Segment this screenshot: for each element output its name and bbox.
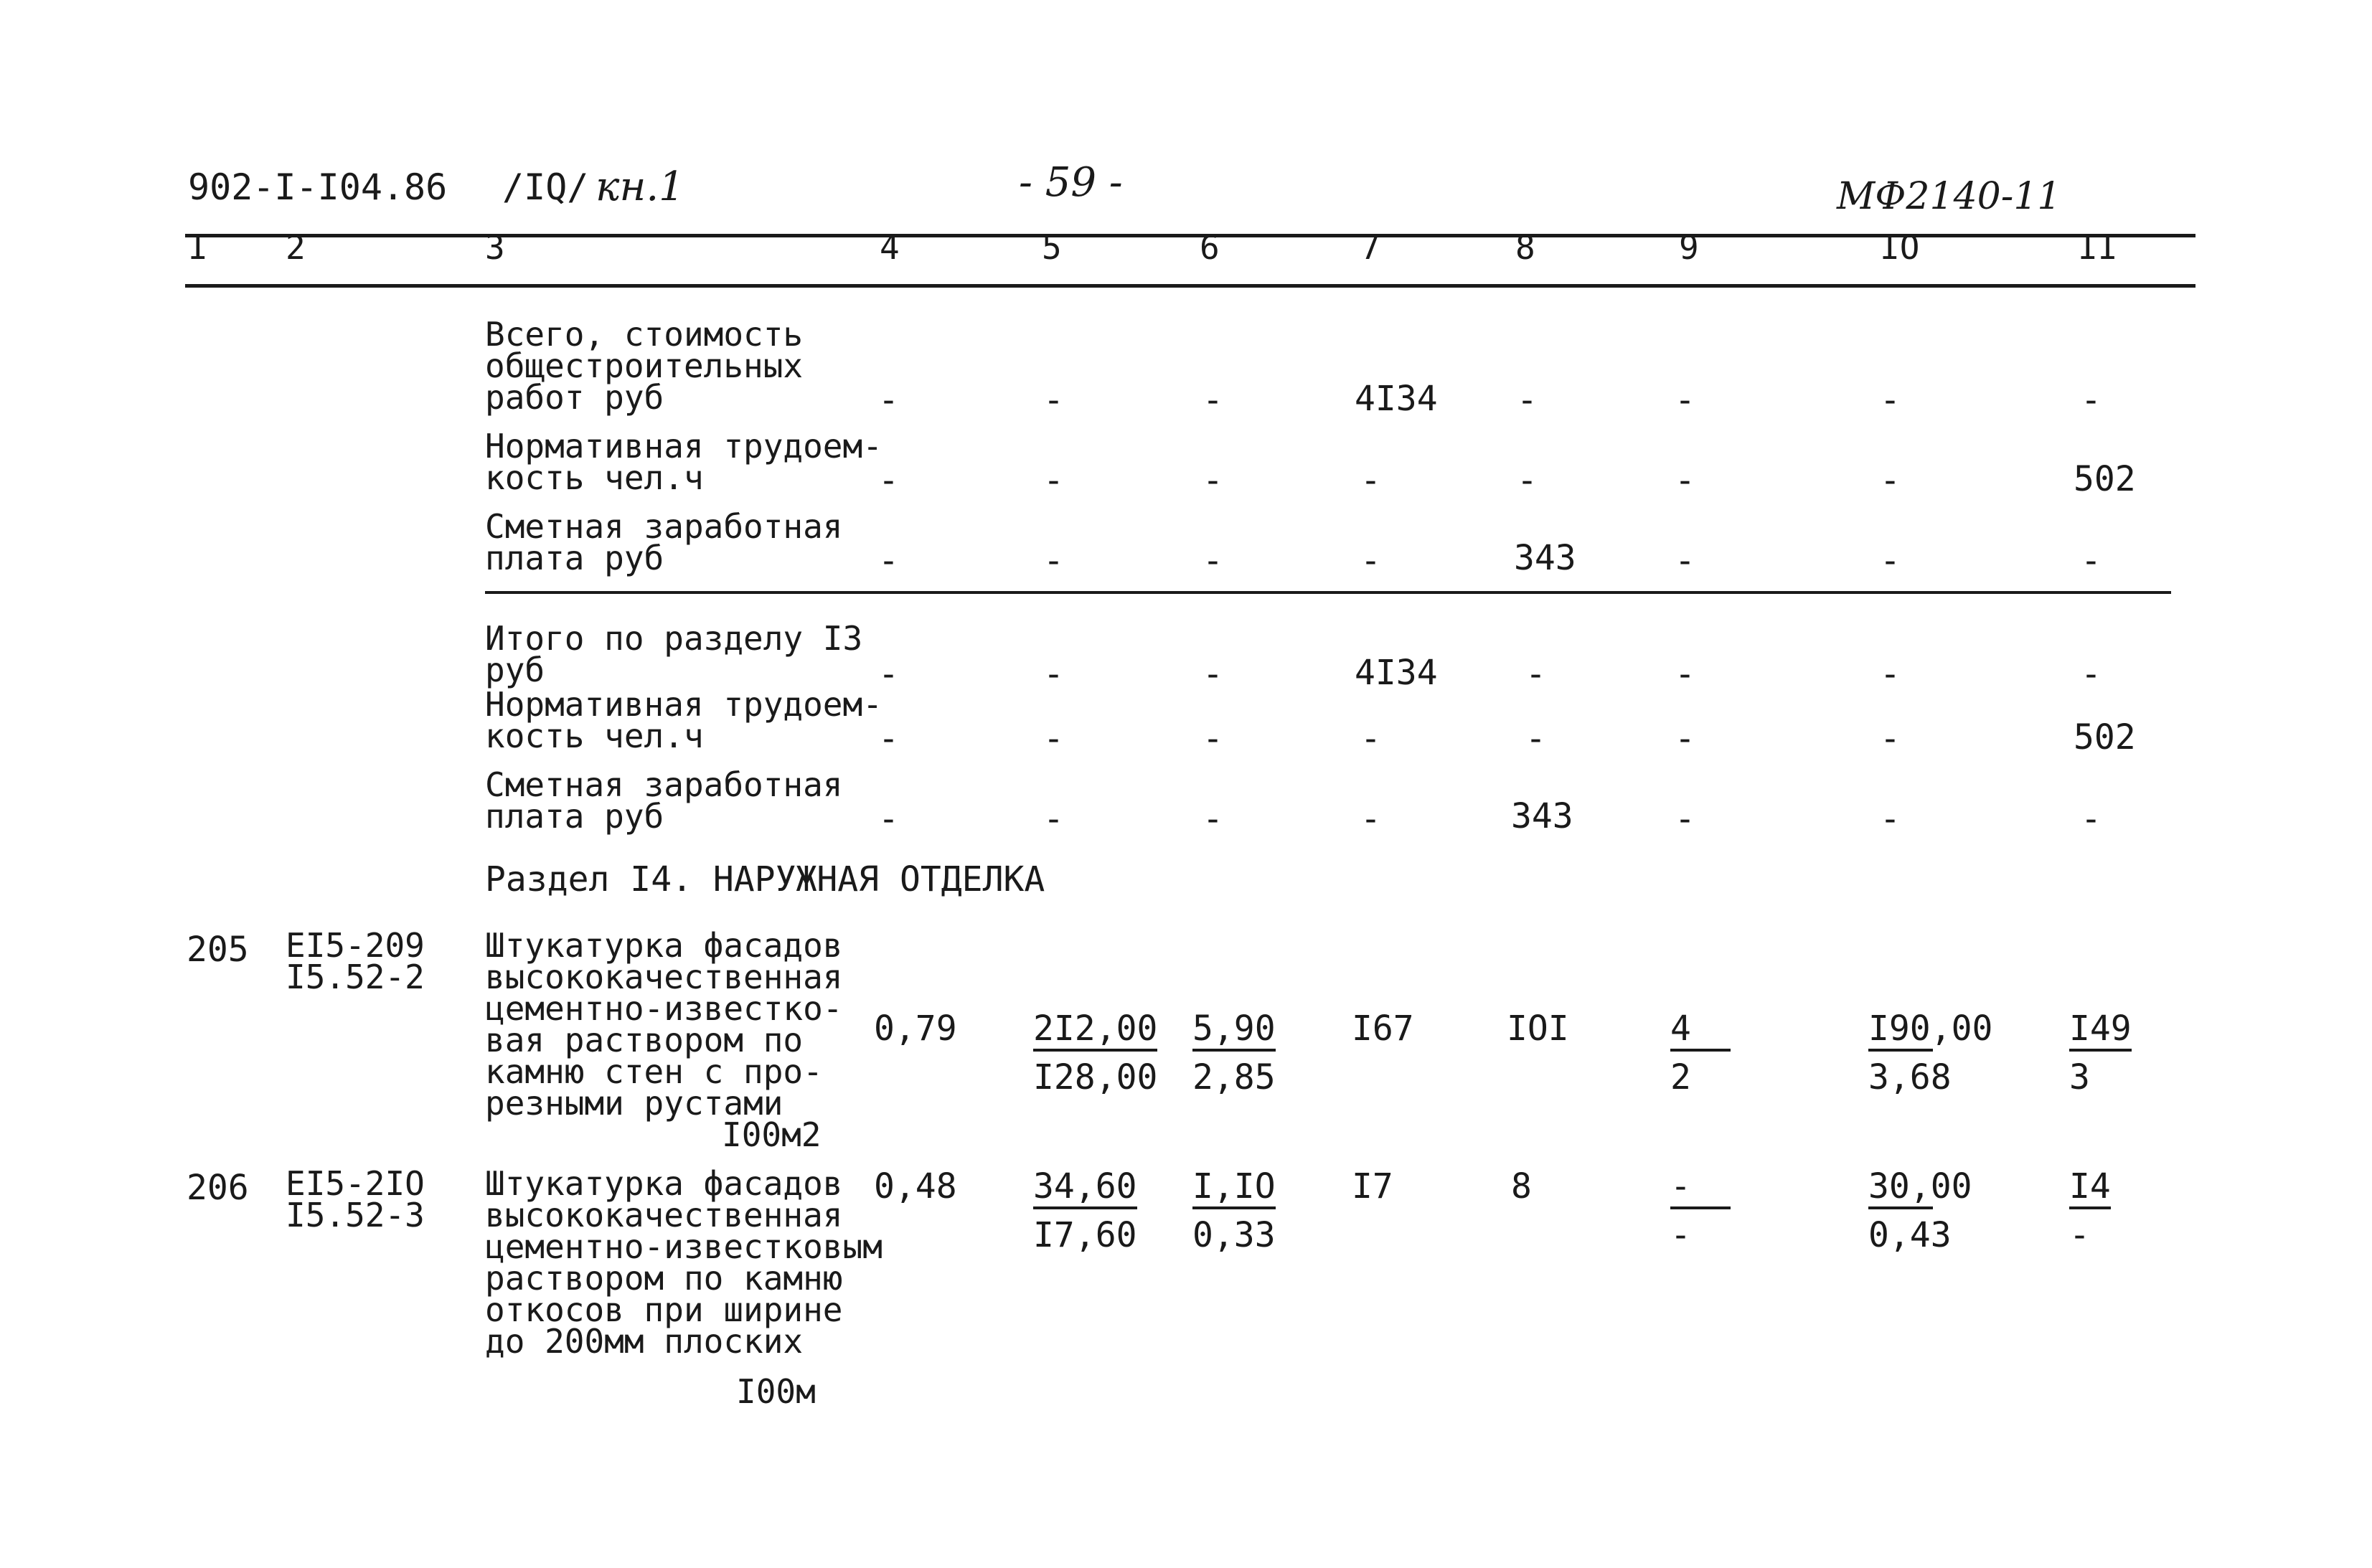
summary2-wage-c6: - — [1203, 799, 1223, 839]
summary1-total-c8: - — [1517, 380, 1538, 420]
column-number-5: 5 — [1042, 228, 1062, 267]
summary1-total-c9: - — [1675, 380, 1695, 420]
summary1-wage-label: Сметная заработная плата руб — [485, 507, 843, 577]
summary2-total-c11: - — [2081, 654, 2102, 694]
summary2-wage-c9: - — [1675, 799, 1695, 839]
summary2-wage-c8: 343 — [1511, 796, 1573, 836]
summary2-total-label: Итого по разделу I3 руб — [485, 619, 863, 689]
summary2-total-c4: - — [878, 654, 899, 694]
row-206-description: Штукатурка фасадов высококачественная цементно-известковым раствором по камню откосов при ширине до 200мм плоских I00м — [485, 1164, 883, 1411]
row-205-c9: 4 2 — [1670, 1009, 1731, 1097]
summary2-total-c7: 4I34 — [1355, 653, 1438, 693]
summary1-wage-c4: - — [878, 541, 899, 581]
header-rule-bottom — [185, 284, 2195, 288]
column-number-6: 6 — [1200, 228, 1220, 267]
summary1-labor-c4: - — [878, 461, 899, 501]
summary2-total-c5: - — [1043, 654, 1064, 694]
summary2-labor-c8: - — [1525, 719, 1546, 759]
summary2-total-c6: - — [1203, 654, 1223, 694]
row-206-c8: 8 — [1511, 1166, 1532, 1206]
summary1-labor-c10: - — [1880, 461, 1901, 501]
column-number-3: 3 — [485, 228, 505, 267]
summary2-labor-c4: - — [878, 719, 899, 759]
summary2-total-c8: - — [1525, 654, 1546, 694]
summary2-total-c9: - — [1675, 654, 1695, 694]
row-206-c7: I7 — [1352, 1166, 1393, 1206]
row-205-unit: I00м2 — [722, 1115, 822, 1154]
row-206-unit: I00м — [736, 1372, 816, 1411]
summary1-wage-c6: - — [1203, 541, 1223, 581]
summary1-labor-c9: - — [1675, 461, 1695, 501]
row-206-c9: - - — [1670, 1166, 1731, 1255]
column-number-9: 9 — [1679, 228, 1699, 267]
summary2-labor-c9: - — [1675, 719, 1695, 759]
row-205-qty: 0,79 — [874, 1009, 957, 1049]
row-206-c11: I4 - — [2069, 1166, 2111, 1255]
row-205-c10: I90,00 3,68 — [1868, 1009, 1993, 1097]
summary2-labor-c5: - — [1043, 719, 1064, 759]
summary1-wage-c10: - — [1880, 541, 1901, 581]
album-number: /IQ/ — [502, 166, 589, 208]
section-title: Раздел I4. НАРУЖНАЯ ОТДЕЛКА — [485, 859, 1045, 899]
summary1-total-c11: - — [2081, 380, 2102, 420]
column-number-7: 7 — [1360, 228, 1380, 267]
column-number-11: II — [2078, 228, 2118, 267]
row-206-c10: 30,00 0,43 — [1868, 1166, 1972, 1255]
summary1-wage-c7: - — [1360, 541, 1381, 581]
summary1-wage-c5: - — [1043, 541, 1064, 581]
row-205-c5: 2I2,00 I28,00 — [1033, 1009, 1158, 1097]
summary1-labor-c5: - — [1043, 461, 1064, 501]
summary1-total-c7: 4I34 — [1355, 379, 1438, 419]
summary1-labor-label: Нормативная трудоем- кость чел.ч — [485, 427, 883, 497]
summary1-labor-c11: 502 — [2074, 459, 2136, 499]
summary-separator — [485, 591, 2171, 594]
summary1-wage-c8: 343 — [1514, 538, 1576, 578]
column-number-2: 2 — [286, 228, 306, 267]
column-number-10: IO — [1880, 228, 1920, 267]
summary1-total-c6: - — [1203, 380, 1223, 420]
row-206-c6: I,IO 0,33 — [1192, 1166, 1276, 1255]
column-number-8: 8 — [1515, 228, 1535, 267]
summary2-labor-c7: - — [1360, 719, 1381, 759]
column-number-1: I — [188, 228, 208, 267]
page-number: - 59 - — [1019, 159, 1123, 206]
row-205-number: 205 — [187, 930, 249, 970]
summary1-labor-c8: - — [1517, 461, 1538, 501]
summary1-total-label: Всего, стоимость общестроительных работ руб — [485, 315, 804, 417]
row-205-c7: I67 — [1352, 1009, 1414, 1049]
row-205-code: EI5-209 I5.52-2 — [286, 926, 425, 996]
summary2-wage-c11: - — [2081, 799, 2102, 839]
row-205-description: Штукатурка фасадов высококачественная цементно-известко- вая раствором по камню стен с про- резными рустами I00м2 — [485, 926, 843, 1154]
column-number-4: 4 — [880, 228, 900, 267]
summary2-labor-c10: - — [1880, 719, 1901, 759]
summary1-wage-c11: - — [2081, 541, 2102, 581]
summary1-labor-c6: - — [1203, 461, 1223, 501]
document-code: 902-I-I04.86 — [188, 166, 448, 208]
summary2-labor-c11: 502 — [2074, 717, 2136, 757]
row-205-c6: 5,90 2,85 — [1192, 1009, 1276, 1097]
summary1-wage-c9: - — [1675, 541, 1695, 581]
summary1-total-c5: - — [1043, 380, 1064, 420]
summary1-total-c10: - — [1880, 380, 1901, 420]
summary2-wage-c5: - — [1043, 799, 1064, 839]
summary2-labor-label: Нормативная трудоем- кость чел.ч — [485, 685, 883, 755]
album-handwritten: кн.1 — [596, 164, 684, 210]
summary1-total-c4: - — [878, 380, 899, 420]
stamp-code: МФ2140-11 — [1837, 175, 2061, 218]
summary2-labor-c6: - — [1203, 719, 1223, 759]
row-206-code: EI5-2IO I5.52-3 — [286, 1164, 425, 1234]
row-206-qty: 0,48 — [874, 1166, 957, 1206]
row-205-c8: IOI — [1507, 1009, 1569, 1049]
summary2-wage-c10: - — [1880, 799, 1901, 839]
summary2-wage-label: Сметная заработная плата руб — [485, 765, 843, 836]
row-206-number: 206 — [187, 1168, 249, 1208]
summary2-wage-c7: - — [1360, 799, 1381, 839]
summary2-total-c10: - — [1880, 654, 1901, 694]
summary2-wage-c4: - — [878, 799, 899, 839]
row-206-c5: 34,60 I7,60 — [1033, 1166, 1137, 1255]
row-205-c11: I49 3 — [2069, 1009, 2132, 1097]
summary1-labor-c7: - — [1360, 461, 1381, 501]
